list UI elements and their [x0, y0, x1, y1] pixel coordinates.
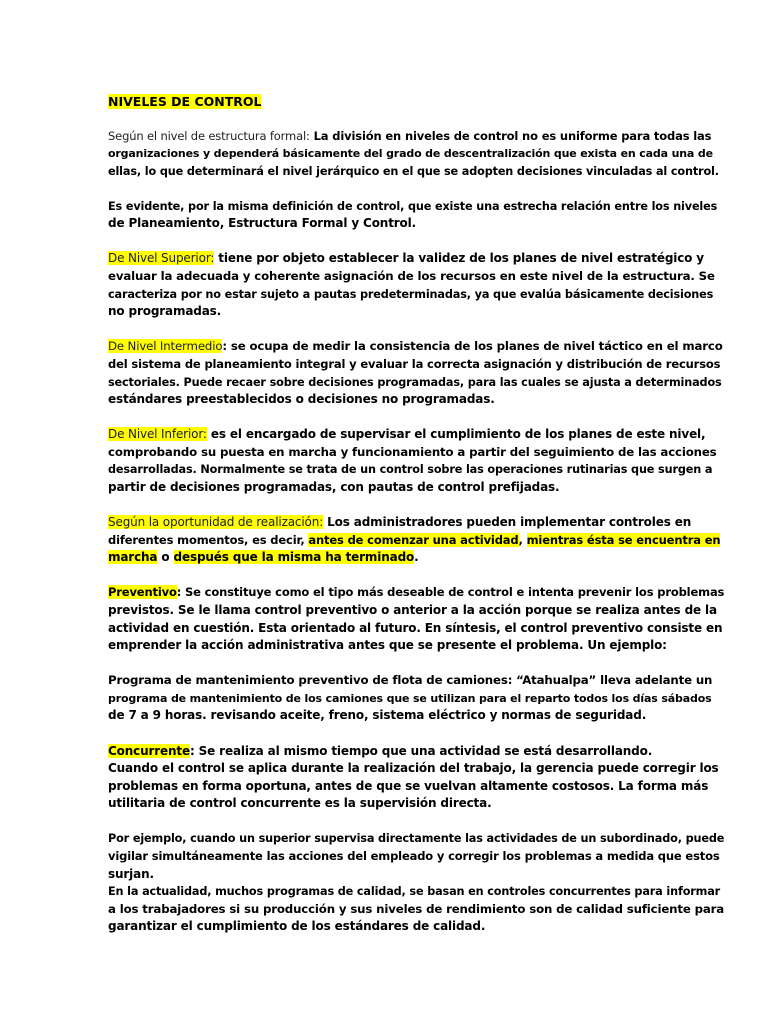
- label-preventivo: Preventivo: [108, 585, 177, 600]
- label-nivel-superior: De Nivel Superior:: [108, 251, 215, 266]
- highlight-marcha: marcha: [108, 550, 158, 565]
- label-concurrente: Concurrente: [108, 743, 190, 758]
- paragraph-supervision-directa: Por ejemplo, cuando un superior supervisa directamente las actividades de un subordinado, puede vigilar simultáneamente las acciones del empleado y corregir los problemas a medida que estos surjan. En la actualidad, muchos programas de calidad, se basan en controles concurrentes para informar a los trabajadores si su producción y sus niveles de rendimiento son de calidad suficiente para garantizar el cumplimiento de los estándares de calidad.: [108, 832, 725, 934]
- paragraph-preventivo: Preventivo: Se constituye como el tipo más deseable de control e intenta prevenir los problemas previstos. Se le llama control preventivo o anterior a la acción porque se realiza antes de la actividad en cuestión. Esta orientado al futuro. En síntesis, el control preventivo consiste en emprender la acción administrativa antes que se presente el problema. Un ejemplo:: [108, 585, 725, 653]
- highlight-despues: después que la misma ha terminado: [173, 550, 415, 565]
- paragraph-ejemplo-atahualpa: Programa de mantenimiento preventivo de flota de camiones: “Atahualpa” lleva adelante un programa de mantenimiento de los camiones que se utilizan para el reparto todos los días sábados de 7 a 9 horas. revisando aceite, freno, sistema eléctrico y normas de seguridad.: [108, 673, 713, 723]
- paragraph-nivel-inferior: De Nivel Inferior: es el encargado de supervisar el cumplimiento de los planes de este nivel, comprobando su puesta en marcha y funcionamiento a partir del seguimiento de las acciones desarrolladas. Normalmente se trata de un control sobre las operaciones rutinarias que surgen a partir de decisiones programadas, con pautas de control prefijadas.: [108, 427, 717, 494]
- paragraph-estructura-formal: Según el nivel de estructura formal: La división en niveles de control no es uniforme para todas las organizaciones y dependerá básicamente del grado de descentralización que exista en cada una de ellas, lo que determinará el nivel jerárquico en el que se adopten decisiones vinculadas al control.: [108, 128, 719, 178]
- label-nivel-inferior: De Nivel Inferior:: [108, 427, 207, 442]
- label-estructura-formal: Según el nivel de estructura formal:: [108, 128, 310, 143]
- paragraph-nivel-intermedio: De Nivel Intermedio: se ocupa de medir la consistencia de los planes de nivel táctico en el marco del sistema de planeamiento integral y evaluar la correcta asignación y distribución de recursos sectoriales. Puede recaer sobre decisiones programadas, para las cuales se ajusta a determinados estándares preestablecidos o decisiones no programadas.: [108, 339, 723, 407]
- paragraph-relacion-niveles: Es evidente, por la misma definición de control, que existe una estrecha relación entre los niveles de Planeamiento, Estructura Formal y Control.: [108, 199, 718, 231]
- paragraph-oportunidad: Según la oportunidad de realización: Los administradores pueden implementar controles en diferentes momentos, es decir, antes de comenzar una actividad, mientras ésta se encuentra en marcha o después que la misma ha terminado.: [108, 515, 721, 565]
- label-nivel-intermedio: De Nivel Intermedio: [108, 339, 223, 354]
- paragraph-nivel-superior: De Nivel Superior: tiene por objeto establecer la validez de los planes de nivel estratégico y evaluar la adecuada y coherente asignación de los recursos en este nivel de la estructura. Se caracteriza por no estar sujeto a pautas predeterminadas, ya que evalúa básicamente decisiones no programadas.: [108, 251, 715, 319]
- highlight-antes: antes de comenzar una actividad: [308, 532, 519, 547]
- label-oportunidad: Según la oportunidad de realización:: [108, 515, 324, 530]
- highlight-mientras: mientras ésta se encuentra en: [526, 532, 721, 547]
- paragraph-concurrente: Concurrente: Se realiza al mismo tiempo que una actividad se está desarrollando. Cuando el control se aplica durante la realización del trabajo, la gerencia puede corregir los problemas en forma oportuna, antes de que se vuelvan altamente costosos. La forma más utilitaria de control concurrente es la supervisión directa.: [108, 743, 719, 811]
- page-title: NIVELES DE CONTROL: [108, 94, 262, 109]
